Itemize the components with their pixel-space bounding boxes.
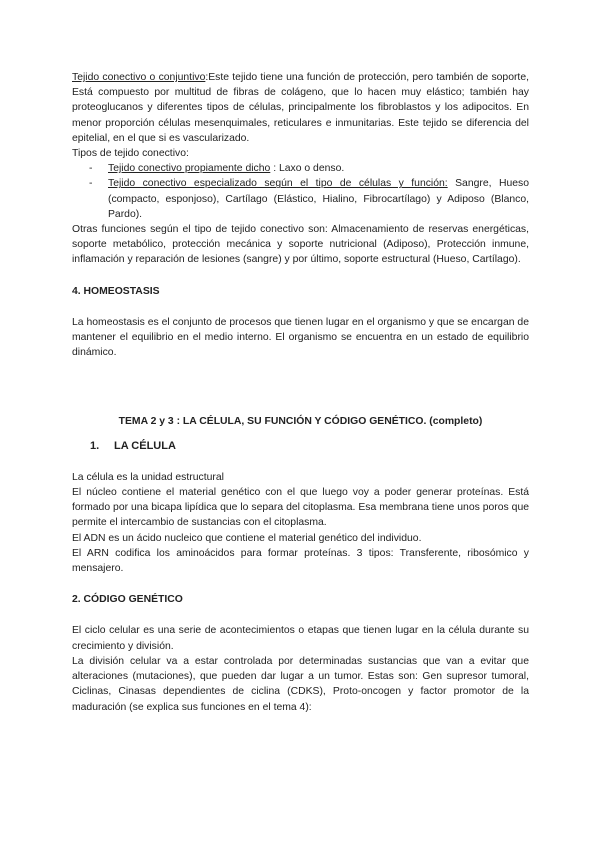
homeostasis-heading: 4. HOMEOSTASIS <box>72 285 160 297</box>
homeostasis-text: La homeostasis es el conjunto de procesos que tienen lugar en el organismo y que se encargan de mantener el equilibrio en el medio interno. El organismo se encuentra en un estado de equilibrio dinámico. <box>72 316 529 359</box>
celula-line: El ADN es un ácido nucleico que contiene el material genético del individuo. <box>72 532 422 544</box>
tema-title: TEMA 2 y 3 : LA CÉLULA, SU FUNCIÓN Y CÓDIGO GENÉTICO. (completo) <box>118 416 483 428</box>
list-item <box>72 161 529 176</box>
celula-heading <box>72 439 529 454</box>
connective-intro <box>72 70 529 146</box>
codigo-paragraph-2: La división celular va a estar controlada por determinadas sustancias que van a evitar que alteraciones (mutaciones), que pueden dar lugar a un tumor. Estas son: Gen supresor tumoral, Ciclinas, Cinasas dependientes de ciclina (CDKS), Proto-oncogen y factor promotor de la maduración (se explica sus funciones en el tema 4): <box>72 655 529 713</box>
codigo-heading: 2. CÓDIGO GENÉTICO <box>72 594 183 606</box>
celula-heading-text: LA CÉLULA <box>114 439 176 452</box>
celula-heading-number: 1. <box>90 439 100 452</box>
connective-types-list <box>72 161 529 222</box>
dash-bullet: - <box>89 178 93 190</box>
connective-types-label: Tipos de tejido conectivo: <box>72 148 189 160</box>
connective-intro-text: :Este tejido tiene una función de protección, pero también de soporte, Está compuesto por multitud de fibras de colágeno, que lo hacen muy elástico; también hay proteoglucanos y diferentes tipos de células, principalmente los fibroblastos y los adipocitos. En menor proporción células mesenquimales, reticulares e inmunitarias. Este tejido se diferencia del epitelial, en el que si es vascularizado. <box>72 72 529 144</box>
type-term: Tejido conectivo especializado según el tipo de células y función: <box>108 178 448 190</box>
document-page <box>72 70 529 715</box>
codigo-paragraph-1: El ciclo celular es una serie de acontecimientos o etapas que tienen lugar en la célula durante su crecimiento y división. <box>72 625 529 652</box>
type-text: : Laxo o denso. <box>270 163 345 175</box>
type-term: Tejido conectivo propiamente dicho <box>108 163 271 175</box>
celula-line: El núcleo contiene el material genético con el que luego voy a poder generar proteínas. Está formado por una bicapa lipídica que lo separa del citoplasma. Esa membrana tiene unos poros que permite el intercambio de sustancias con el citoplasma. <box>72 487 529 529</box>
list-item <box>72 176 529 222</box>
type-text: Sangre, Hueso (compacto, esponjoso), Cartílago (Elástico, Hialino, Fibrocartílago) y Adiposo (Blanco, Pardo). <box>108 178 529 220</box>
dash-bullet: - <box>89 163 93 175</box>
celula-line: El ARN codifica los aminoácidos para formar proteínas. 3 tipos: Transferente, ribosómico y mensajero. <box>72 547 529 575</box>
connective-term: Tejido conectivo o conjuntivo <box>72 72 206 83</box>
celula-line: La célula es la unidad estructural <box>72 471 224 483</box>
connective-other-functions: Otras funciones según el tipo de tejido conectivo son: Almacenamiento de reservas energéticas, soporte metabólico, protección mecánica y soporte nutricional (Adiposo), Protección inmune, inflamación y reparación de lesiones (sangre) y por último, soporte estructural (Hueso, Cartílago). <box>72 224 529 266</box>
